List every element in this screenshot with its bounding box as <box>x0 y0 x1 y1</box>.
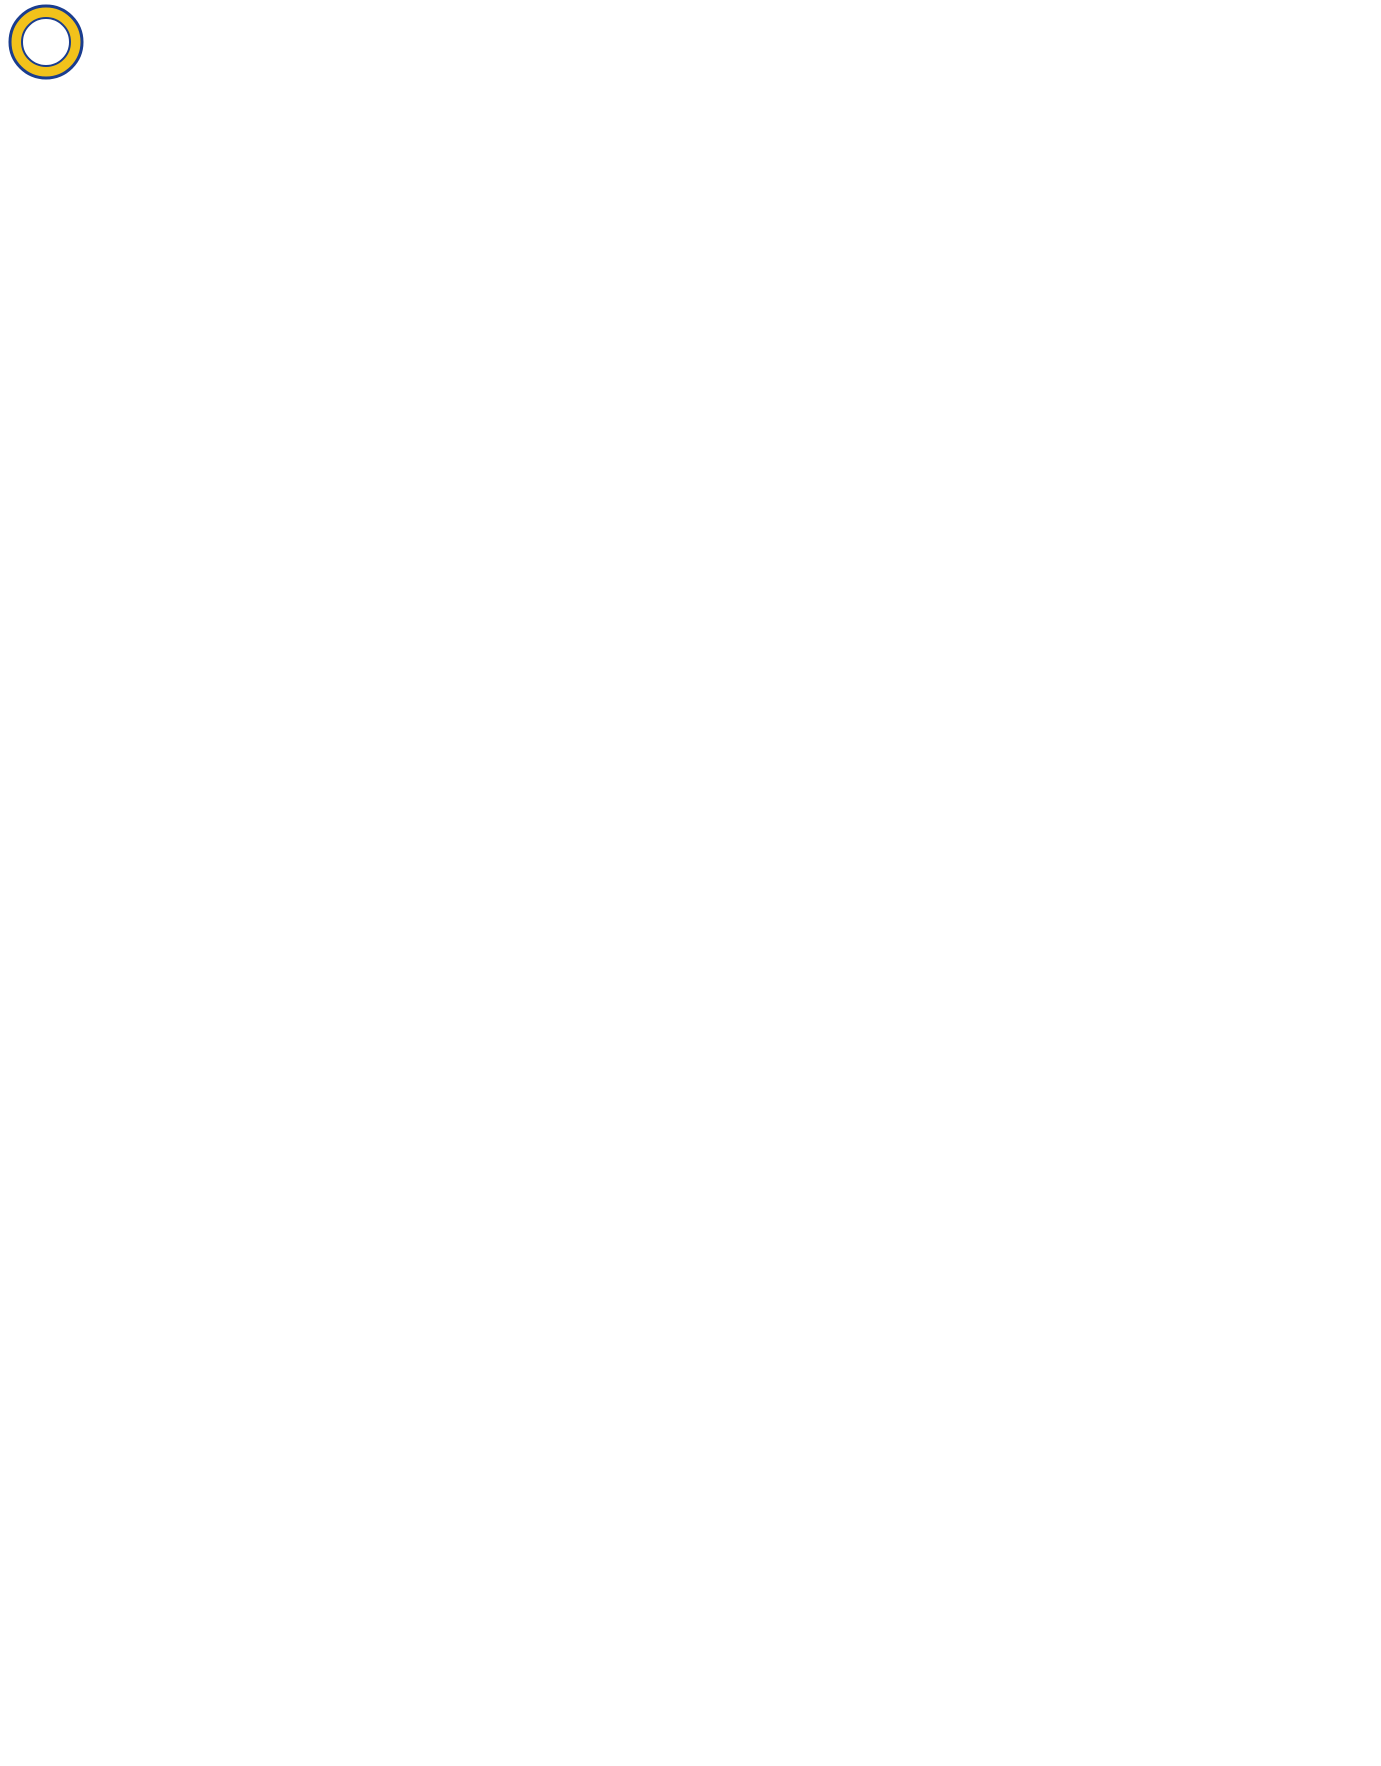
lions-logo <box>6 4 86 80</box>
